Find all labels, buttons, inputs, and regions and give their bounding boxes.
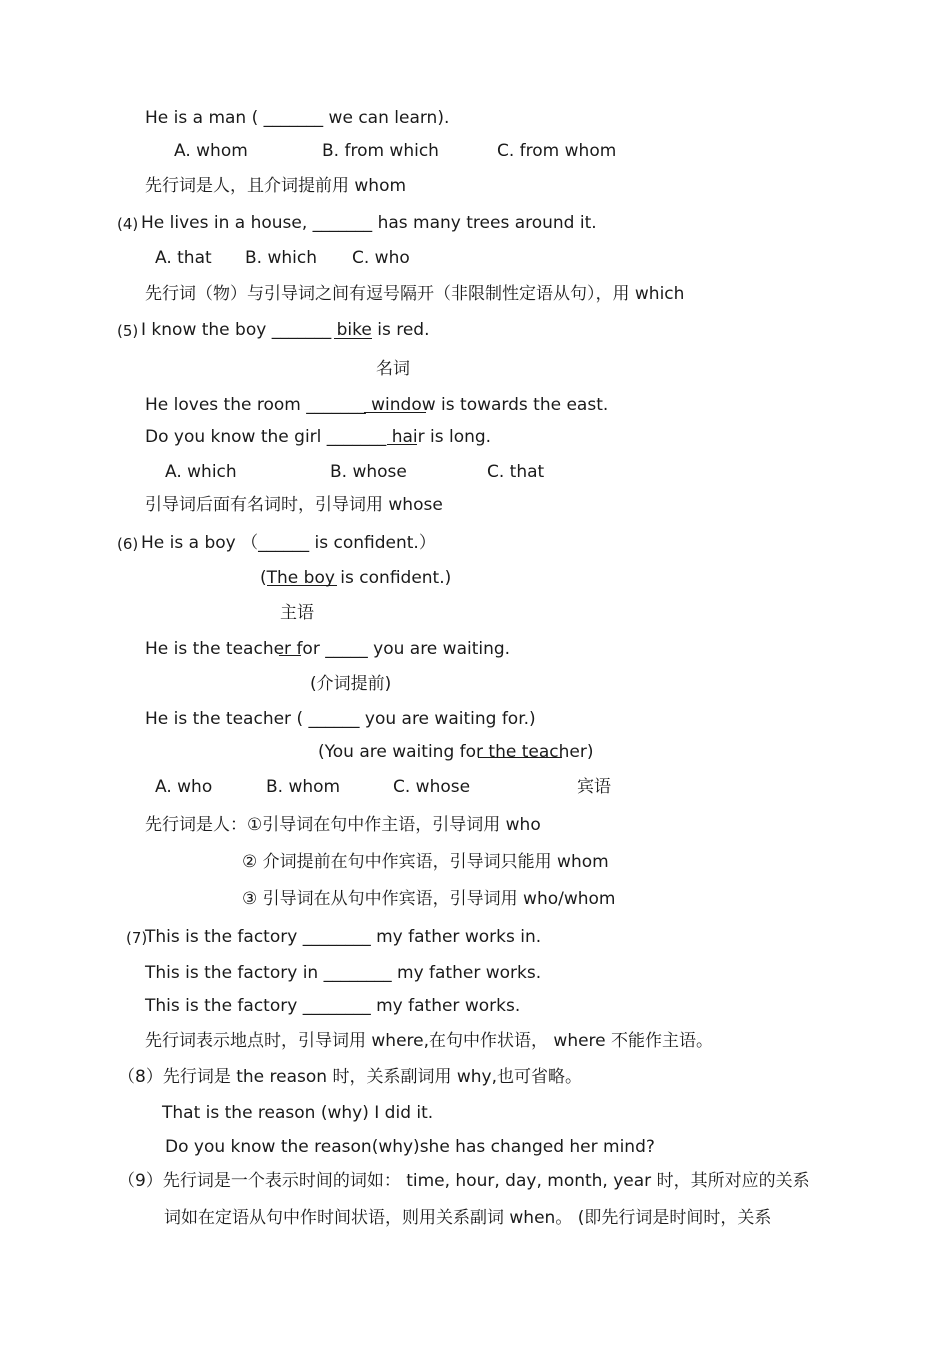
option-a: A. which (165, 462, 237, 482)
text-line: He is a boy （______ is confident.） (141, 533, 436, 553)
option-c: C. from whom (497, 141, 617, 161)
underline-mark (364, 412, 426, 413)
underline-mark (478, 757, 562, 758)
text-line: He is the teacher ( ______ you are waiting for.) (145, 709, 536, 729)
annotation: 主语 (280, 603, 314, 623)
rule-note: 词如在定语从句中作时间状语，则用关系副词 when。 (即先行词是时间时，关系 (164, 1208, 772, 1228)
underline-mark (267, 585, 337, 586)
text-line: Do you know the reason(why)she has changed her mind? (165, 1137, 655, 1157)
rule-note: （9）先行词是一个表示时间的词如： time, hour, day, month, year 时，其所对应的关系 (118, 1171, 810, 1191)
text-line: (The boy is confident.) (260, 568, 452, 588)
rule-note: 引导词后面有名词时，引导词用 whose (145, 495, 443, 515)
text-line: I know the boy _______ bike is red. (141, 320, 430, 340)
text-line: He loves the room _______ window is towards the east. (145, 395, 609, 415)
text-line: He lives in a house, _______ has many trees around it. (141, 213, 597, 233)
option-c: C. that (487, 462, 545, 482)
rule-note: 先行词（物）与引导词之间有逗号隔开（非限制性定语从句），用 which (145, 284, 685, 304)
rule-note: ③ 引导词在从句中作宾语，引导词用 who/whom (242, 889, 616, 909)
option-b: B. from which (322, 141, 439, 161)
annotation: (介词提前) (310, 674, 392, 694)
item-number: (7) (126, 929, 148, 947)
underline-mark (387, 444, 417, 445)
text-line: Do you know the girl _______ hair is long. (145, 427, 492, 447)
underline-mark (334, 338, 372, 339)
text-line: That is the reason (why) I did it. (162, 1103, 434, 1123)
option-c: C. who (352, 248, 410, 268)
option-b: B. which (245, 248, 317, 268)
text-line: He is a man ( _______ we can learn). (145, 108, 450, 128)
annotation: 宾语 (577, 777, 611, 797)
item-number: (6) (117, 535, 139, 553)
rule-note: 先行词是人，且介词提前用 whom (145, 176, 407, 196)
option-b: B. whose (330, 462, 407, 482)
option-a: A. that (155, 248, 212, 268)
item-number: (4) (117, 215, 139, 233)
annotation: 名词 (376, 359, 410, 379)
rule-note: 先行词表示地点时，引导词用 where,在句中作状语， where 不能作主语。 (145, 1031, 714, 1051)
option-a: A. who (155, 777, 213, 797)
text-line: This is the factory in ________ my father works. (145, 963, 542, 983)
text-line: He is the teacher for _____ you are waiting. (145, 639, 511, 659)
rule-note: 先行词是人：①引导词在句中作主语，引导词用 who (145, 815, 541, 835)
text-line: This is the factory ________ my father works. (145, 996, 521, 1016)
option-a: A. whom (174, 141, 248, 161)
option-b: B. whom (266, 777, 341, 797)
underline-mark (279, 655, 301, 656)
rule-note: （8）先行词是 the reason 时，关系副词用 why,也可省略。 (118, 1067, 582, 1087)
option-c: C. whose (393, 777, 471, 797)
item-number: (5) (117, 322, 139, 340)
text-line: (You are waiting for the teacher) (318, 742, 594, 762)
rule-note: ② 介词提前在句中作宾语，引导词只能用 whom (242, 852, 609, 872)
text-line: This is the factory ________ my father works in. (145, 927, 542, 947)
